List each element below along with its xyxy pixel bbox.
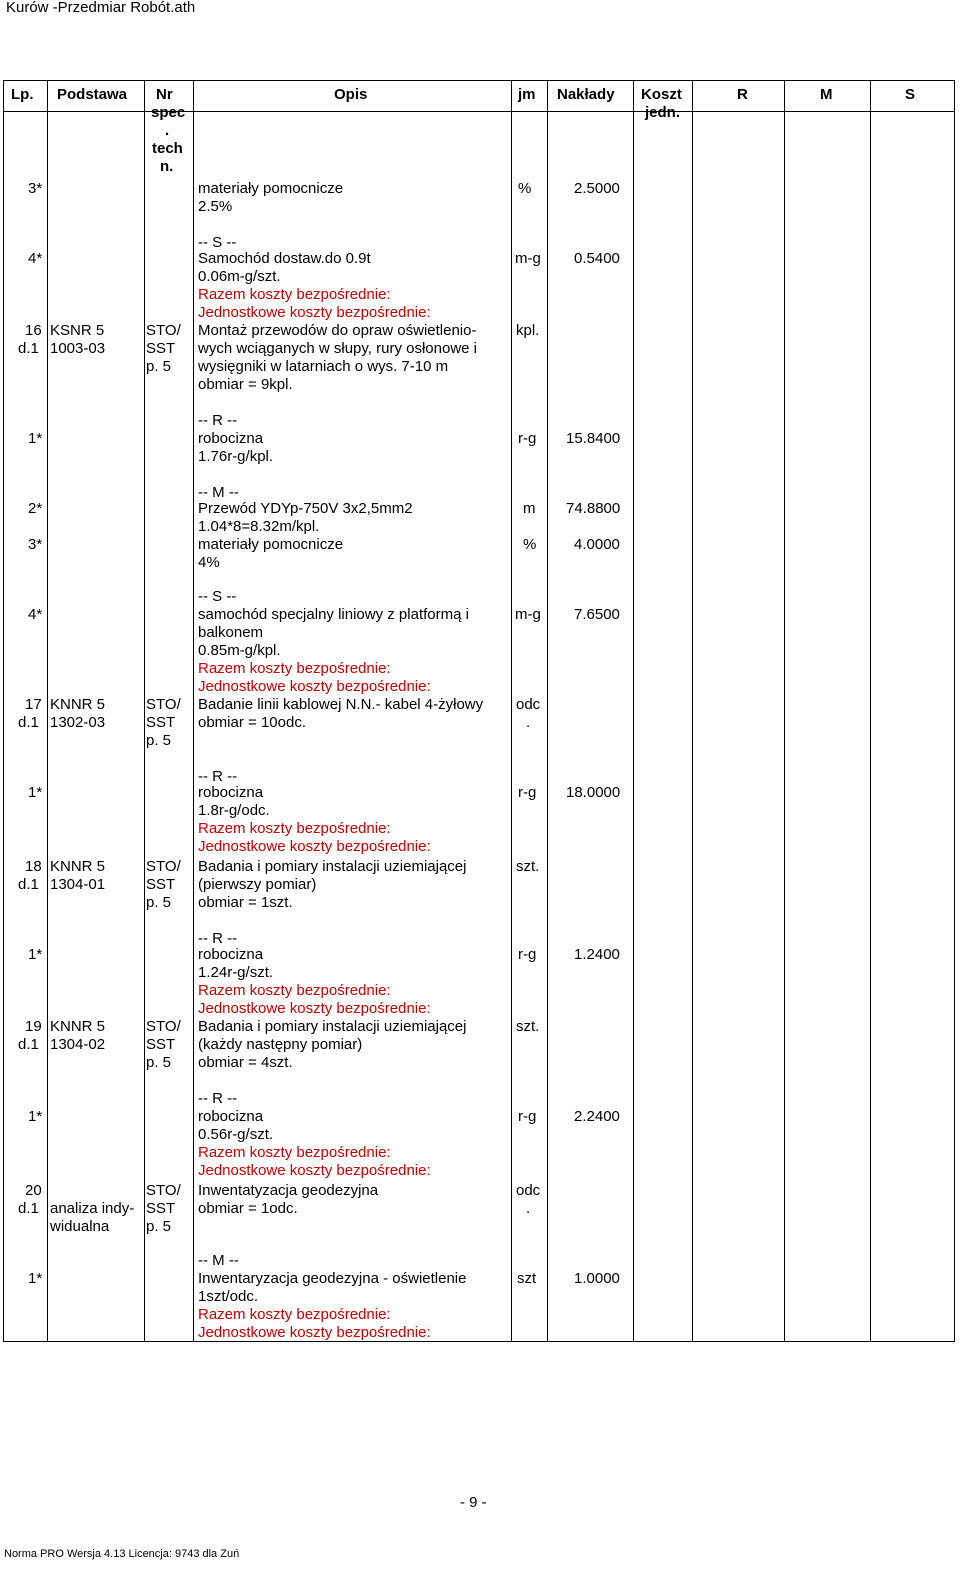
position-basis: KNNR 5 [50,696,106,713]
position-spec: SST [146,1200,176,1217]
unit-direct-costs: Jednostkowe koszty bezpośrednie: [198,1324,431,1341]
position-unit: kpl. [516,322,540,339]
row-lp: 1* [28,946,43,963]
position-desc: Montaż przewodów do opraw oświetlenio- [198,322,477,339]
row-desc: materiały pomocnicze [198,180,344,197]
row-desc: 4% [198,554,220,571]
row-desc: -- S -- [198,234,237,251]
position-number: 17 [25,696,42,713]
position-d: d.1 [18,1200,39,1217]
position-number: 16 [25,322,42,339]
header-m: M [820,86,833,103]
position-desc: (pierwszy pomiar) [198,876,317,893]
row-unit: % [518,180,532,197]
unit-direct-costs: Jednostkowe koszty bezpośrednie: [198,1000,431,1017]
position-spec: p. 5 [146,358,172,375]
row-qty: 1.2400 [574,946,620,963]
position-desc: Inwentatyzacja geodezyjna [198,1182,379,1199]
position-desc: obmiar = 1szt. [198,894,293,911]
row-desc: 1.8r-g/odc. [198,802,270,819]
position-spec: p. 5 [146,1218,172,1235]
position-unit: szt. [516,1018,540,1035]
position-spec: SST [146,714,176,731]
row-desc: -- M -- [198,1252,239,1269]
row-desc: 0.56r-g/szt. [198,1126,274,1143]
row-lp: 2* [28,500,43,517]
position-basis: 1302-03 [50,714,106,731]
position-spec: SST [146,340,176,357]
row-lp: 1* [28,1108,43,1125]
position-basis: 1003-03 [50,340,106,357]
row-lp: 1* [28,1270,43,1287]
position-spec: STO/ [146,858,181,875]
position-unit: . [526,1200,531,1217]
row-unit: m-g [515,606,541,623]
unit-direct-costs: Jednostkowe koszty bezpośrednie: [198,678,431,695]
header-opis: Opis [334,86,368,103]
position-number: 19 [25,1018,42,1035]
position-spec: p. 5 [146,894,172,911]
row-desc: 1.04*8=8.32m/kpl. [198,518,320,535]
position-basis: analiza indy- [50,1200,135,1217]
col-divider [633,80,634,1342]
position-spec: STO/ [146,1018,181,1035]
position-basis: KNNR 5 [50,858,106,875]
unit-direct-costs: Jednostkowe koszty bezpośrednie: [198,1162,431,1179]
direct-costs-total: Razem koszty bezpośrednie: [198,820,391,837]
unit-direct-costs: Jednostkowe koszty bezpośrednie: [198,838,431,855]
row-desc: Inwentaryzacja geodezyjna - oświetlenie [198,1270,467,1287]
row-unit: m [523,500,536,517]
position-spec: SST [146,876,176,893]
row-desc: 0.85m-g/kpl. [198,642,281,659]
header-lp: Lp. [11,86,34,103]
position-d: d.1 [18,340,39,357]
header-koszt: Koszt [641,86,682,103]
row-lp: 3* [28,536,43,553]
position-spec: STO/ [146,1182,181,1199]
col-divider [47,80,48,1342]
footer-license: Norma PRO Wersja 4.13 Licencja: 9743 dla Zuń [4,1548,240,1560]
position-desc: Badanie linii kablowej N.N.- kabel 4-żyłowy [198,696,484,713]
row-desc: robocizna [198,946,264,963]
row-qty: 7.6500 [574,606,620,623]
col-divider [193,80,194,1342]
row-unit: r-g [518,946,537,963]
unit-direct-costs: Jednostkowe koszty bezpośrednie: [198,304,431,321]
row-desc: -- S -- [198,588,237,605]
row-desc: 1szt/odc. [198,1288,259,1305]
row-lp: 1* [28,784,43,801]
position-number: 18 [25,858,42,875]
position-basis: 1304-02 [50,1036,106,1053]
position-basis: KSNR 5 [50,322,105,339]
position-unit: . [526,714,531,731]
direct-costs-total: Razem koszty bezpośrednie: [198,660,391,677]
row-desc: 1.24r-g/szt. [198,964,274,981]
row-desc: materiały pomocnicze [198,536,344,553]
row-qty: 1.0000 [574,1270,620,1287]
row-qty: 15.8400 [566,430,621,447]
row-desc: -- R -- [198,412,238,429]
row-lp: 3* [28,180,43,197]
row-desc: 1.76r-g/kpl. [198,448,274,465]
position-desc: obmiar = 10odc. [198,714,306,731]
position-unit: odc [516,1182,541,1199]
row-desc: robocizna [198,1108,264,1125]
row-lp: 4* [28,250,43,267]
col-divider [547,80,548,1342]
position-desc: (każdy następny pomiar) [198,1036,363,1053]
page-number: - 9 - [460,1494,487,1511]
row-lp: 4* [28,606,43,623]
position-d: d.1 [18,1036,39,1053]
row-desc: samochód specjalny liniowy z platformą i [198,606,469,623]
position-basis: 1304-01 [50,876,106,893]
row-desc: Przewód YDYp-750V 3x2,5mm2 [198,500,413,517]
position-basis: widualna [50,1218,110,1235]
row-desc: balkonem [198,624,264,641]
position-desc: wych wciąganych w słupy, rury osłonowe i [198,340,478,357]
header-nr: Nr [156,86,173,103]
window-title: Kurów -Przedmiar Robót.ath [6,0,196,16]
row-desc: 2.5% [198,198,233,215]
direct-costs-total: Razem koszty bezpośrednie: [198,286,391,303]
header-podstawa: Podstawa [57,86,128,103]
direct-costs-total: Razem koszty bezpośrednie: [198,1306,391,1323]
row-desc: robocizna [198,430,264,447]
row-desc: robocizna [198,784,264,801]
position-spec: STO/ [146,696,181,713]
position-unit: szt. [516,858,540,875]
row-qty: 18.0000 [566,784,621,801]
position-spec: p. 5 [146,1054,172,1071]
row-unit: r-g [518,784,537,801]
header-nr: . [165,122,170,139]
row-desc: 0.06m-g/szt. [198,268,281,285]
position-desc: obmiar = 1odc. [198,1200,298,1217]
row-qty: 74.8800 [566,500,621,517]
col-divider [692,80,693,1342]
position-d: d.1 [18,714,39,731]
row-desc: -- R -- [198,1090,238,1107]
row-qty: 2.5000 [574,180,620,197]
position-unit: odc [516,696,541,713]
header-nr: spec [151,104,186,121]
row-qty: 0.5400 [574,250,620,267]
row-unit: szt [517,1270,537,1287]
header-jm: jm [518,86,536,103]
row-unit: m-g [515,250,541,267]
row-lp: 1* [28,430,43,447]
header-r: R [737,86,748,103]
row-desc: Samochód dostaw.do 0.9t [198,250,371,267]
position-spec: STO/ [146,322,181,339]
row-unit: r-g [518,1108,537,1125]
direct-costs-total: Razem koszty bezpośrednie: [198,982,391,999]
row-unit: % [523,536,537,553]
row-desc: -- R -- [198,768,238,785]
direct-costs-total: Razem koszty bezpośrednie: [198,1144,391,1161]
row-unit: r-g [518,430,537,447]
position-desc: wysięgniki w latarniach o wys. 7-10 m [198,358,449,375]
row-qty: 4.0000 [574,536,620,553]
col-divider [784,80,785,1342]
header-s: S [905,86,916,103]
position-spec: p. 5 [146,732,172,749]
header-naklady: Nakłady [557,86,615,103]
position-d: d.1 [18,876,39,893]
col-divider [870,80,871,1342]
position-basis: KNNR 5 [50,1018,106,1035]
header-nr: tech [152,140,183,157]
col-divider [511,80,512,1342]
position-number: 20 [25,1182,42,1199]
row-desc: -- R -- [198,930,238,947]
header-nr: n. [160,158,174,175]
header-divider [3,111,955,112]
position-desc: obmiar = 4szt. [198,1054,293,1071]
position-desc: obmiar = 9kpl. [198,376,293,393]
position-desc: Badania i pomiary instalacji uziemiającej [198,858,467,875]
position-spec: SST [146,1036,176,1053]
row-qty: 2.2400 [574,1108,620,1125]
row-desc: -- M -- [198,484,239,501]
col-divider [144,80,145,1342]
position-desc: Badania i pomiary instalacji uziemiającej [198,1018,467,1035]
header-koszt: jedn. [645,104,681,121]
